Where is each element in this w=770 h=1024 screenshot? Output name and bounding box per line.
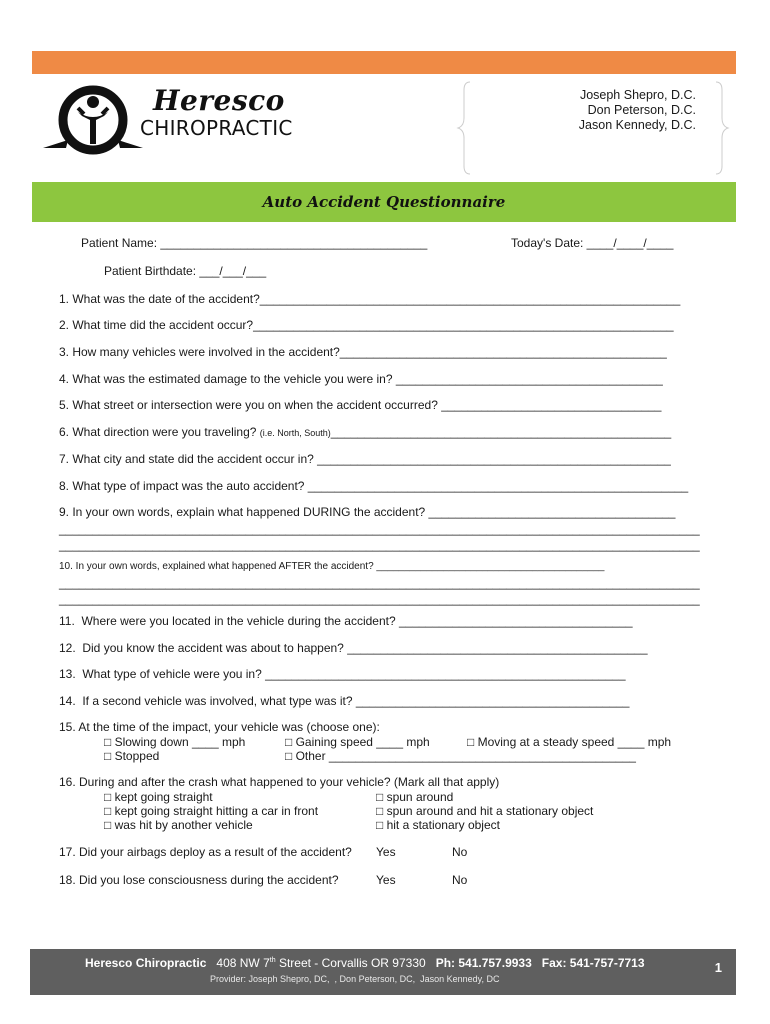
- question-2[interactable]: 2. What time did the accident occur?_______________________________________________________________: [59, 318, 674, 332]
- page-number: 1: [714, 960, 722, 975]
- q18-yes[interactable]: Yes: [376, 873, 396, 887]
- question-13[interactable]: 13. What type of vehicle were you in? ______________________________________________________: [59, 667, 626, 681]
- clinic-logo: [38, 78, 328, 158]
- header-accent-bar: [32, 51, 736, 74]
- footer-contact: [85, 956, 645, 970]
- doctors-list: [579, 88, 696, 133]
- question-11[interactable]: 11. Where were you located in the vehicle during the accident? ___________________________________: [59, 614, 633, 628]
- doctor-name: Jason Kennedy, D.C.: [578, 118, 696, 132]
- question-3[interactable]: 3. How many vehicles were involved in the accident?_________________________________________________: [59, 345, 667, 359]
- question-6[interactable]: [59, 425, 671, 439]
- question-15: 15. At the time of the impact, your vehicle was (choose one):: [59, 720, 380, 734]
- question-6-text: 6. What direction were you traveling?: [59, 425, 260, 439]
- footer-address: 408 NW 7th Street - Corvallis OR 97330: [216, 956, 426, 970]
- footer-fax: Fax: 541-757-7713: [541, 956, 645, 970]
- question-9-line-3[interactable]: ________________________________________________________________________________________________: [59, 538, 700, 552]
- q15-option-other[interactable]: □ Other ______________________________________________: [285, 749, 636, 763]
- q15-option-stopped[interactable]: □ Stopped: [104, 749, 160, 763]
- question-6-note: (i.e. North, South): [259, 428, 331, 438]
- q17-no[interactable]: No: [452, 845, 468, 859]
- question-8[interactable]: 8. What type of impact was the auto accident? _________________________________________________________: [59, 479, 689, 493]
- q15-option-steady-speed[interactable]: □ Moving at a steady speed ____ mph: [467, 735, 672, 749]
- q15-option-slowing-down[interactable]: □ Slowing down ____ mph: [104, 735, 246, 749]
- form-title: Auto Accident Questionnaire: [262, 193, 506, 211]
- footer-clinic-name: Heresco Chiropractic: [85, 956, 207, 970]
- doctor-name: Don Peterson, D.C.: [587, 103, 696, 117]
- footer-providers: Provider: Joseph Shepro, DC, , Don Peterson, DC, Jason Kennedy, DC: [210, 974, 500, 984]
- question-17: 17. Did your airbags deploy as a result of the accident?: [59, 845, 352, 859]
- logo-script-text: Heresco: [153, 84, 285, 117]
- question-4[interactable]: 4. What was the estimated damage to the vehicle you were in? ________________________________________: [59, 372, 663, 386]
- question-5[interactable]: 5. What street or intersection were you on when the accident occurred? _________________________________: [59, 398, 662, 412]
- question-10[interactable]: 10. In your own words, explained what happened AFTER the accident? _________________________________________: [59, 561, 605, 572]
- logo-word-text: CHIROPRACTIC: [140, 116, 293, 140]
- question-9[interactable]: 9. In your own words, explain what happened DURING the accident? _____________________________________: [59, 505, 676, 519]
- question-12[interactable]: 12. Did you know the accident was about to happen? _____________________________________________: [59, 641, 648, 655]
- question-16: 16. During and after the crash what happened to your vehicle? (Mark all that apply): [59, 775, 500, 789]
- question-10-line-2[interactable]: ________________________________________________________________________________________________: [59, 576, 700, 590]
- q16-option-kept-straight[interactable]: □ kept going straight: [104, 790, 213, 804]
- question-10-line-3[interactable]: ________________________________________________________________________________________________: [59, 592, 700, 606]
- patient-birthdate-field[interactable]: Patient Birthdate: ___/___/___: [104, 264, 267, 278]
- question-1[interactable]: 1. What was the date of the accident?_______________________________________________________________: [59, 292, 681, 306]
- doctor-name: Joseph Shepro, D.C.: [579, 88, 696, 102]
- patient-name-field[interactable]: Patient Name: ________________________________________: [81, 236, 428, 250]
- footer-phone: Ph: 541.757.9933: [435, 956, 532, 970]
- question-14[interactable]: 14. If a second vehicle was involved, what type was it? _________________________________________: [59, 694, 630, 708]
- q16-option-spun-hit-object[interactable]: □ spun around and hit a stationary object: [376, 804, 594, 818]
- q18-no[interactable]: No: [452, 873, 468, 887]
- q16-option-hit-car-front[interactable]: □ kept going straight hitting a car in front: [104, 804, 319, 818]
- page-footer: [30, 949, 736, 995]
- q16-option-spun-around[interactable]: □ spun around: [376, 790, 454, 804]
- question-18: 18. Did you lose consciousness during the accident?: [59, 873, 339, 887]
- todays-date-field[interactable]: Today's Date: ____/____/____: [511, 236, 674, 250]
- question-7[interactable]: 7. What city and state did the accident occur in? _____________________________________________________: [59, 452, 671, 466]
- q15-option-gaining-speed[interactable]: □ Gaining speed ____ mph: [285, 735, 430, 749]
- q16-option-hit-stationary[interactable]: □ hit a stationary object: [376, 818, 500, 832]
- q16-option-hit-by-vehicle[interactable]: □ was hit by another vehicle: [104, 818, 253, 832]
- figure-in-circle-icon: [38, 78, 148, 158]
- question-6-blank: ___________________________________________________: [330, 425, 672, 439]
- q17-yes[interactable]: Yes: [376, 845, 396, 859]
- title-banner: [32, 182, 736, 222]
- question-9-line-2[interactable]: ________________________________________________________________________________________________: [59, 522, 700, 536]
